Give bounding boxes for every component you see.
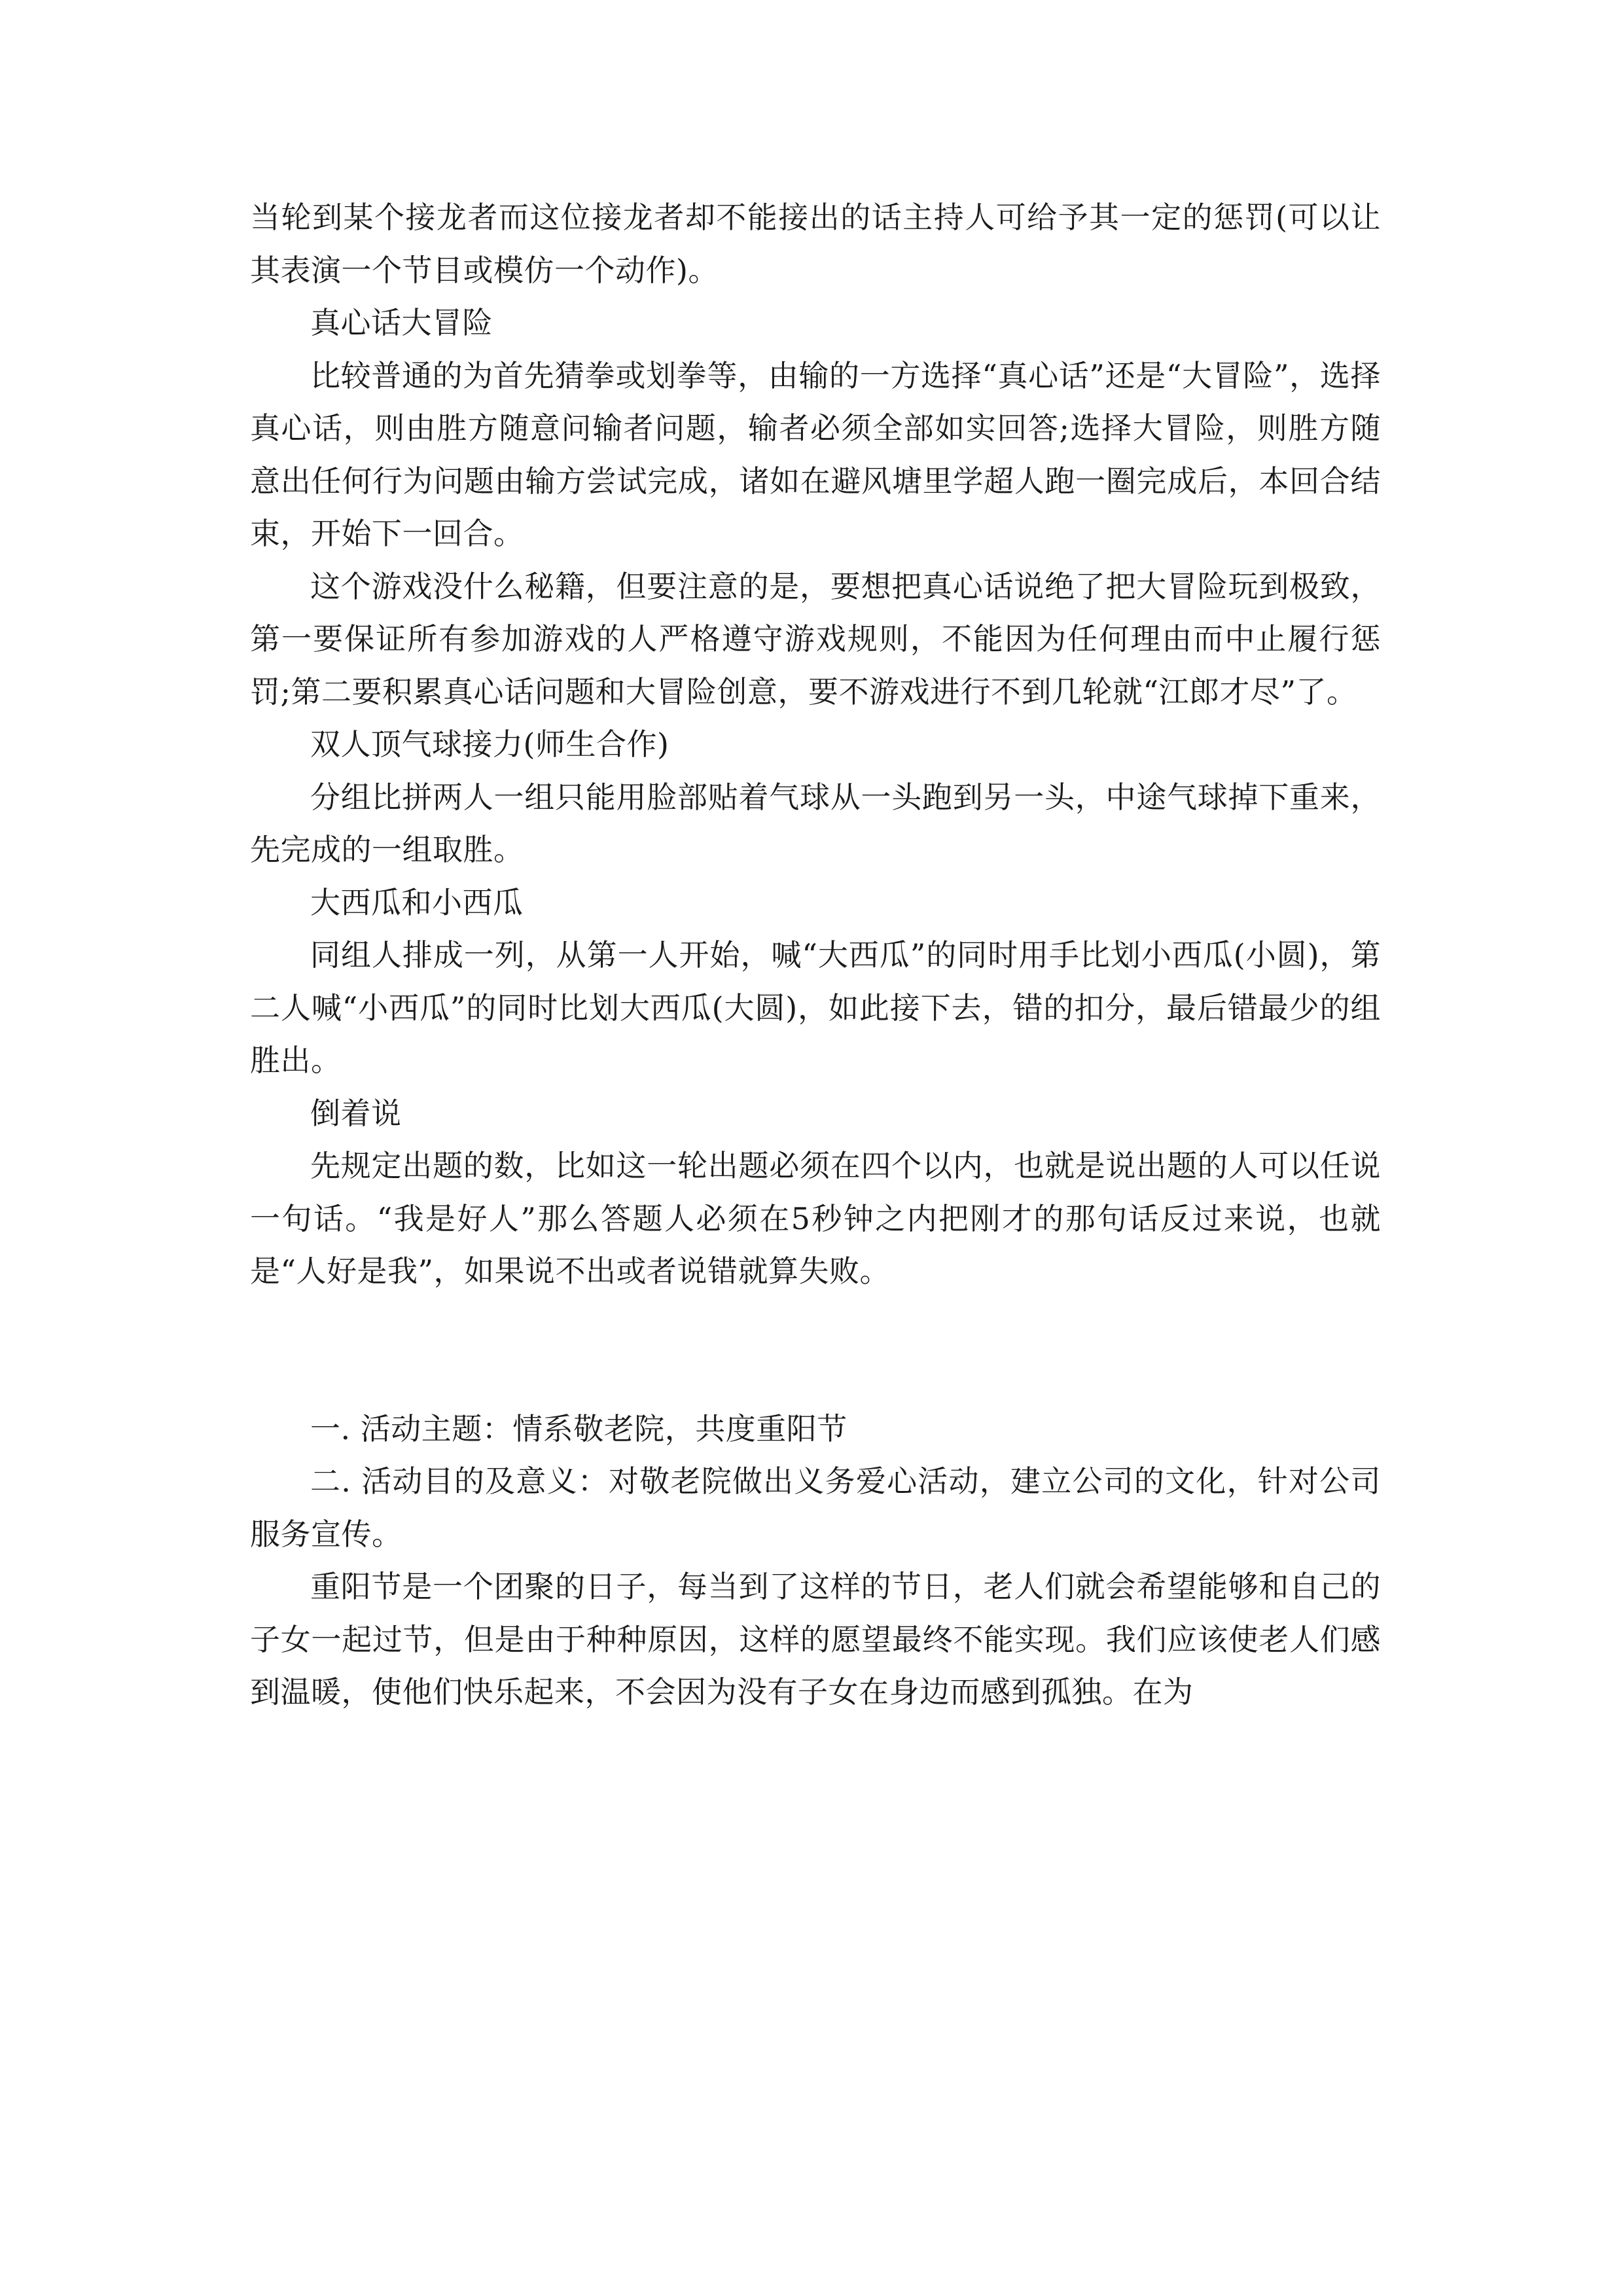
- heading-balloon-relay: 双人顶气球接力(师生合作): [310, 726, 669, 762]
- document-page: [250, 191, 1381, 1719]
- activity-purpose: 二. 活动目的及意义：对敬老院做出义务爱心活动，建立公司的文化，针对公司服务宣传。: [250, 1463, 1381, 1552]
- paragraph-balloon-relay: 分组比拼两人一组只能用脸部贴着气球从一头跑到另一头，中途气球掉下重来，先完成的一组取胜。: [250, 779, 1381, 867]
- section-gap: [250, 1298, 1381, 1403]
- activity-theme: 一. 活动主题：情系敬老院，共度重阳节: [310, 1410, 847, 1446]
- paragraph-penalty: 当轮到某个接龙者而这位接龙者却不能接出的话主持人可给予其一定的惩罚(可以让其表演一个节目或模仿一个动作)。: [250, 200, 1381, 288]
- paragraph-watermelon-game: 同组人排成一列，从第一人开始，喊“大西瓜”的同时用手比划小西瓜(小圆)，第二人喊“小西瓜”的同时比划大西瓜(大圆)，如此接下去，错的扣分，最后错最少的组胜出。: [250, 937, 1381, 1078]
- paragraph-chongyang: 重阳节是一个团聚的日子，每当到了这样的节日，老人们就会希望能够和自己的子女一起过节，但是由于种种原因，这样的愿望最终不能实现。我们应该使老人们感到温暖，使他们快乐起来，不会因为没有子女在身边而感到孤独。在为: [250, 1569, 1381, 1710]
- heading-truth-or-dare: 真心话大冒险: [310, 305, 493, 340]
- heading-watermelon-game: 大西瓜和小西瓜: [310, 884, 524, 920]
- heading-say-backwards: 倒着说: [310, 1095, 402, 1131]
- paragraph-truth-or-dare-rules: 比较普通的为首先猜拳或划拳等，由输的一方选择“真心话”还是“大冒险”，选择真心话，则由胜方随意问输者问题，输者必须全部如实回答;选择大冒险，则胜方随意出任何行为问题由输方尝试完成，诸如在避风塘里学超人跑一圈完成后，本回合结束，开始下一回合。: [250, 357, 1381, 551]
- paragraph-say-backwards: 先规定出题的数，比如这一轮出题必须在四个以内，也就是说出题的人可以任说一句话。“我是好人”那么答题人必须在5秒钟之内把刚才的那句话反过来说，也就是“人好是我”，如果说不出或者说错就算失败。: [250, 1148, 1381, 1289]
- paragraph-truth-or-dare-tips: 这个游戏没什么秘籍，但要注意的是，要想把真心话说绝了把大冒险玩到极致，第一要保证所有参加游戏的人严格遵守游戏规则，不能因为任何理由而中止履行惩罚;第二要积累真心话问题和大冒险创意，要不游戏进行不到几轮就“江郎才尽”了。: [250, 568, 1381, 709]
